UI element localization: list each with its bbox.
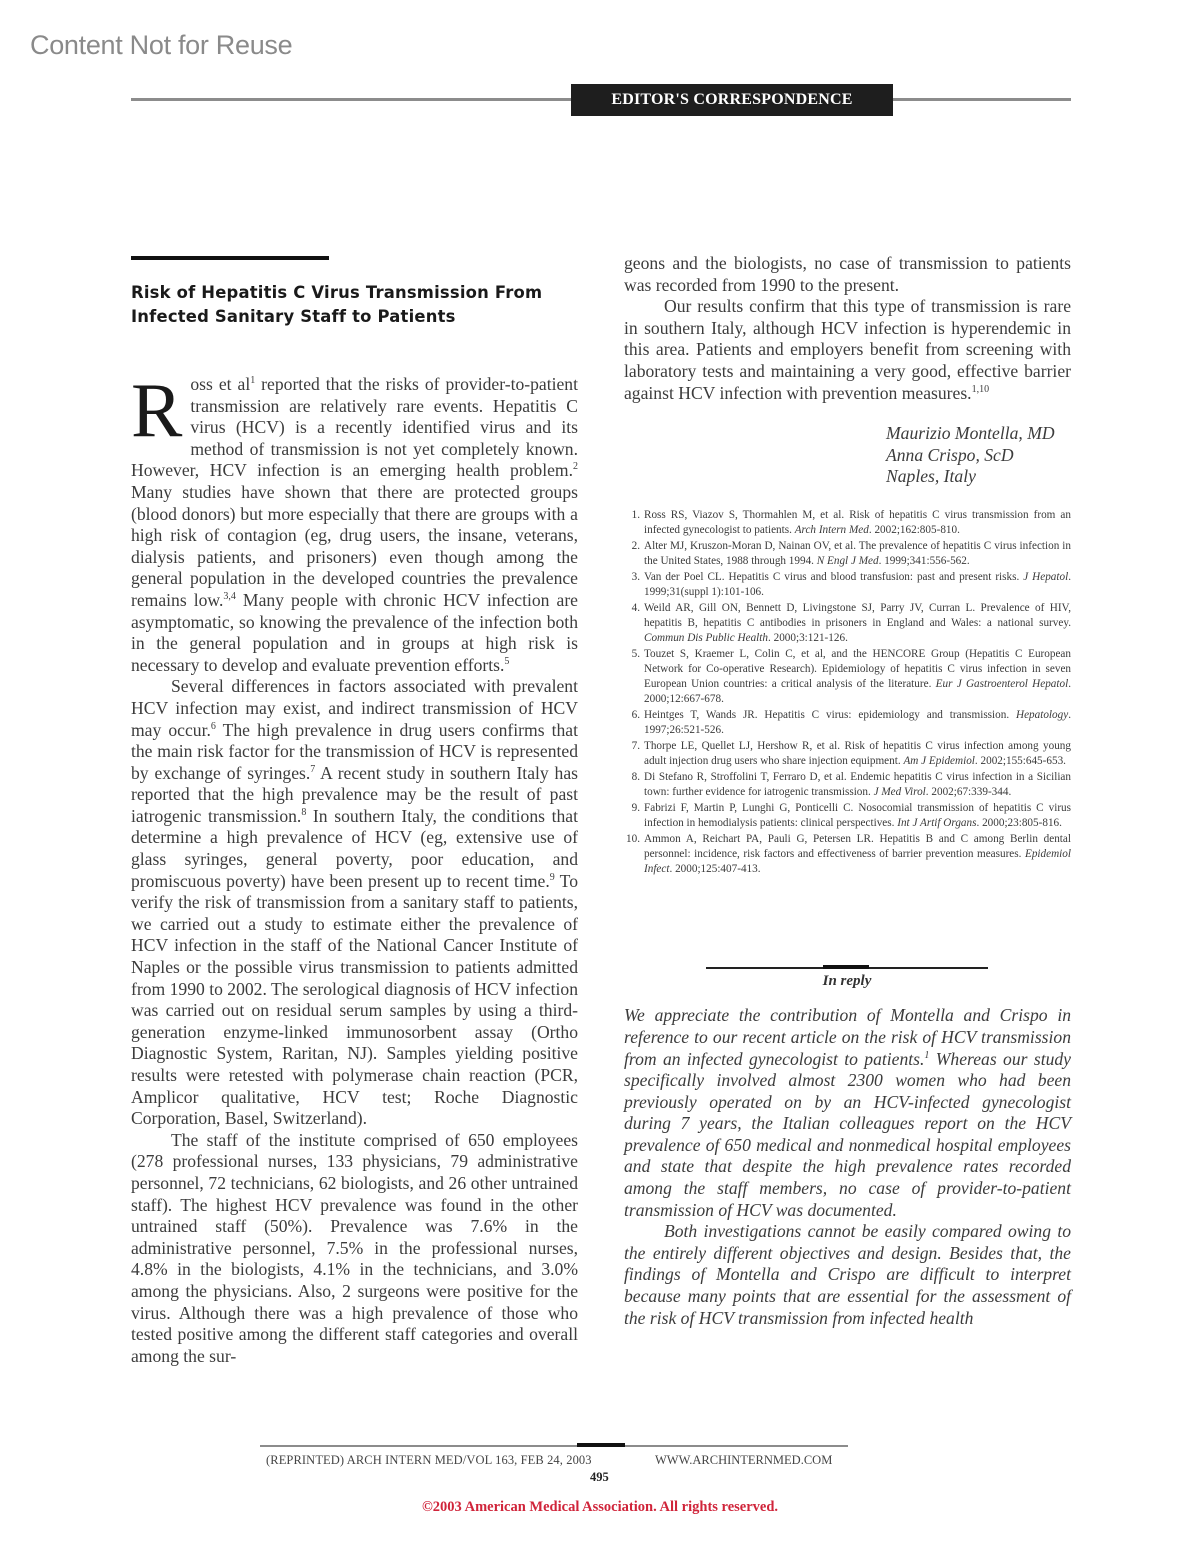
text: Several differences in factors associated with prevalent HCV infection may exist, and indirect transmission of HCV may occur. bbox=[131, 676, 578, 740]
text: Whereas our study specifically involved almost 2300 women who had been previously operated on by an HCV-infected gynecologist during 7 years, the Italian colleagues report on the HCV prevalence of 650 medical and nonmedical hospital employees and state that despite the high prevalence rates recorded among the staff members, no case of provider-to-patient transmission of HCV was documented. bbox=[624, 1048, 1071, 1220]
copyright-notice: ©2003 American Medical Association. All rights reserved. bbox=[421, 1499, 779, 1515]
journal-website-link[interactable]: WWW.ARCHINTERNMED.COM bbox=[655, 1453, 833, 1467]
reference-text: Van der Poel CL. Hepatitis C virus and blood transfusion: past and present risks. bbox=[644, 570, 1024, 583]
text: oss et al bbox=[190, 374, 251, 394]
reference-journal: Int J Artif Organs bbox=[897, 817, 977, 829]
text: Many studies have shown that there are protected groups (blood donors) but more especially that there are groups with a high risk of contagion (eg, drug users, the insane, veterans, dialysis patients, and prisoners) even though among the general population in the developed countries the prevalence remains low. bbox=[131, 481, 578, 610]
reference-journal: J Med Virol bbox=[873, 786, 926, 799]
reference-journal: Eur J Gastroenterol Hepatol bbox=[935, 678, 1069, 691]
reference-journal: Am J Epidemiol bbox=[903, 755, 975, 768]
text: We appreciate the contribution of Montella and Crispo in reference to our recent article on the risk of HCV transmission from an infected gynecologist to patients. bbox=[624, 1005, 1071, 1069]
reference-item bbox=[624, 570, 1071, 600]
reference-citation: . 2000;125:407-413. bbox=[669, 863, 761, 876]
reference-number: 5. bbox=[631, 647, 640, 660]
reference-item bbox=[624, 801, 1071, 831]
text: A recent study in southern Italy has reported that the high prevalence may be the result of past iatrogenic transmission. bbox=[131, 762, 578, 826]
author-1: Maurizio Montella, MD bbox=[886, 423, 1055, 444]
reference-item bbox=[624, 601, 1071, 647]
letter-paragraph-2 bbox=[131, 676, 578, 1129]
reference-item bbox=[624, 539, 1071, 569]
reference-number: 2. bbox=[631, 539, 640, 552]
reference-item bbox=[624, 647, 1071, 708]
reference-text: Ross RS, Viazov S, Thormahlen M, et al. Risk of hepatitis C virus transmission from an infected gynecologist to patients. bbox=[644, 508, 1071, 537]
reference-citation: . 2000;3:121-126. bbox=[768, 632, 848, 645]
footer-rule-accent bbox=[577, 1443, 625, 1447]
article-title: Risk of Hepatitis C Virus Transmission From Infected Sanitary Staff to Patients bbox=[131, 283, 543, 326]
reply-paragraph-2: Both investigations cannot be easily compared owing to the entirely different objectives and design. Besides that, the findings of Montella and Crispo are difficult to interpret because many points that are essential for the assessment of the risk of HCV transmission from infected health bbox=[624, 1221, 1071, 1328]
ref-sup: 3,4 bbox=[223, 590, 236, 602]
reference-citation: . 2000;12:667-678. bbox=[644, 678, 1072, 706]
reference-item bbox=[624, 739, 1071, 769]
ref-sup: 1 bbox=[250, 375, 256, 386]
reference-journal: N Engl J Med bbox=[816, 555, 879, 568]
reference-number: 9. bbox=[631, 801, 640, 814]
reference-number: 4. bbox=[631, 601, 640, 614]
ref-sup: 6 bbox=[210, 720, 216, 732]
reference-item bbox=[624, 832, 1071, 878]
reference-citation: . 2002;155:645-653. bbox=[974, 755, 1066, 768]
text: reported that the risks of provider-to-patient transmission are relatively rare events. Hepatitis C virus (HCV) is a recently identified virus and its method of transmission is not yet completely known. However, HCV infection is an emerging health problem. bbox=[131, 374, 578, 481]
ref-sup: 2 bbox=[573, 461, 578, 473]
journal-citation: (REPRINTED) ARCH INTERN MED/VOL 163, FEB 24, 2003 bbox=[266, 1453, 592, 1467]
ref-sup: 1 bbox=[924, 1049, 930, 1061]
ref-sup: 7 bbox=[310, 763, 316, 775]
reference-item bbox=[624, 770, 1071, 800]
reference-text: Touzet S, Kraemer L, Colin C, et al, and the HENCORE Group (Hepatitis C European Network for Co-operative Research). Epidemiology of hepatitis C virus infection in seven European Union countries: a critical analysis of the literature. bbox=[644, 647, 1071, 691]
reply-header bbox=[706, 967, 988, 989]
location: Naples, Italy bbox=[886, 466, 976, 487]
text: The staff of the institute comprised of 650 employees (278 professional nurses, 133 physicians, 79 administrative personnel, 72 technicians, 62 biologists, and 26 other untrained staff). The highest HCV prevalence was found in the other untrained staff (50%). Prevalence was 7.6% in the administrative personnel, 7.5% in the professional nurses, 4.8% in the biologists, 4.1% in the technicians, and 3.0% among the physicians. Also, 2 surgeons were positive for the virus. Although there was a high prevalence of those who tested positive among the different staff categories and overall among the sur- bbox=[131, 1129, 578, 1366]
letter-paragraph-3 bbox=[131, 1130, 578, 1368]
reference-number: 10. bbox=[626, 832, 640, 845]
signature bbox=[886, 423, 1071, 488]
section-header bbox=[131, 84, 1071, 116]
reference-text: Heintges T, Wands JR. Hepatitis C virus: epidemiology and transmission. bbox=[644, 709, 1016, 722]
reference-item bbox=[624, 708, 1071, 738]
reference-citation: . 1997;26:521-526. bbox=[644, 709, 1071, 737]
reference-citation: . 2002;162:805-810. bbox=[868, 524, 960, 537]
reply-heading: In reply bbox=[822, 973, 872, 990]
reference-citation: . 2002;67:339-344. bbox=[925, 786, 1012, 799]
letter-paragraph-4 bbox=[624, 296, 1071, 404]
text: geons and the biologists, no case of transmission to patients was recorded from 1990 to the present. bbox=[624, 253, 1071, 295]
ref-sup: 8 bbox=[301, 806, 307, 818]
text: To verify the risk of transmission from a sanitary staff to patients, we carried out a study to estimate either the prevalence of HCV infection in the staff of the National Cancer Institute of Naples or the possible virus transmission to patients admitted from 1990 to 2002. The serological diagnosis of HCV infection was carried out on residual serum samples by using a third-generation enzyme-linked immunosorbent assay (Ortho Diagnostic System, Raritan, NJ). Samples yielding positive results were retested with polymerase chain reaction (PCR, Amplicor qualitative, HCV test; Roche Diagnostic Corporation, Basel, Switzerland). bbox=[131, 870, 578, 1129]
footer-rule bbox=[260, 1445, 848, 1447]
reply-rule-accent bbox=[823, 965, 869, 969]
reply-body bbox=[624, 1005, 1071, 1329]
right-column bbox=[624, 253, 1071, 1329]
text: The high prevalence in drug users confirms that the main risk factor for the transmission of HCV is represented by exchange of syringes. bbox=[131, 719, 579, 783]
reference-number: 1. bbox=[631, 508, 640, 521]
title-rule bbox=[131, 256, 329, 260]
text: Our results confirm that this type of transmission is rare in southern Italy, although HCV infection is hyperendemic in this area. Patients and employers benefit from screening with laboratory tests and maintaining a very good, effective barrier against HCV infection with prevention measures. bbox=[624, 296, 1071, 403]
reference-text: Di Stefano R, Stroffolini T, Ferraro D, et al. Endemic hepatitis C virus infection in a Sicilian town: further evidence for iatrogenic transmission. bbox=[644, 770, 1071, 799]
letter-paragraph-1 bbox=[131, 367, 578, 676]
reference-citation: . 1999;31(suppl 1):101-106. bbox=[644, 570, 1072, 598]
reference-text: Fabrizi F, Martin P, Lunghi G, Ponticelli C. Nosocomial transmission of hepatitis C virus infection in hemodialysis patients: clinical perspectives. bbox=[644, 801, 1071, 829]
section-label: EDITOR'S CORRESPONDENCE bbox=[571, 84, 893, 116]
reference-number: 7. bbox=[631, 739, 640, 752]
text: In southern Italy, the conditions that determine a high prevalence of HCV (eg, extensive use of glass syringes, general poverty, poor education, and promiscuous poverty) have been present up to recent time. bbox=[131, 805, 578, 891]
left-column bbox=[131, 256, 578, 1367]
author-2: Anna Crispo, ScD bbox=[886, 444, 1014, 465]
reference-text: Weild AR, Gill ON, Bennett D, Livingstone SJ, Parry JV, Curran L. Prevalence of HIV, hepatitis B, hepatitis C antibodies in prisoners in England and Wales: a national survey. bbox=[644, 601, 1071, 629]
reference-journal: Arch Intern Med bbox=[794, 524, 869, 537]
drop-cap: R bbox=[131, 367, 183, 453]
text: Many people with chronic HCV infection are asymptomatic, so knowing the prevalence of the infection both in the general population and in groups at high risk is necessary to develop and evaluate prevention efforts. bbox=[131, 589, 578, 675]
reference-journal: J Hepatol bbox=[1023, 570, 1069, 583]
reference-number: 6. bbox=[631, 709, 640, 722]
reference-number: 3. bbox=[631, 570, 640, 583]
reference-text: Thorpe LE, Quellet LJ, Hershow R, et al. Risk of hepatitis C virus infection among young adult injection drug users who share injection equipment. bbox=[644, 739, 1071, 768]
letter-paragraph-3-continued bbox=[624, 253, 1071, 296]
reply-paragraph-1 bbox=[624, 1005, 1071, 1221]
reference-citation: . 2000;23:805-816. bbox=[976, 817, 1062, 829]
reference-text: Ammon A, Reichart PA, Pauli G, Petersen LR. Hepatitis B and C among Berlin dental personnel: incidence, risk factors and effectiveness of barrier prevention measures. bbox=[644, 832, 1071, 860]
page-number: 495 bbox=[590, 1470, 609, 1484]
reference-journal: Commun Dis Public Health bbox=[644, 632, 768, 645]
ref-sup: 9 bbox=[549, 871, 555, 883]
reference-number: 8. bbox=[631, 770, 640, 783]
reference-text: Alter MJ, Kruszon-Moran D, Nainan OV, et al. The prevalence of hepatitis C virus infection in the United States, 1988 through 1994. bbox=[644, 539, 1071, 568]
watermark: Content Not for Reuse bbox=[30, 30, 293, 60]
ref-sup: 1,10 bbox=[971, 383, 990, 395]
ref-sup: 5 bbox=[504, 655, 510, 667]
reference-journal: Hepatology bbox=[1016, 709, 1069, 722]
reference-item bbox=[624, 508, 1071, 538]
reference-journal: Epidemiol Infect bbox=[644, 847, 1071, 876]
reference-list bbox=[624, 508, 1071, 877]
reference-citation: . 1999;341:556-562. bbox=[878, 555, 970, 568]
